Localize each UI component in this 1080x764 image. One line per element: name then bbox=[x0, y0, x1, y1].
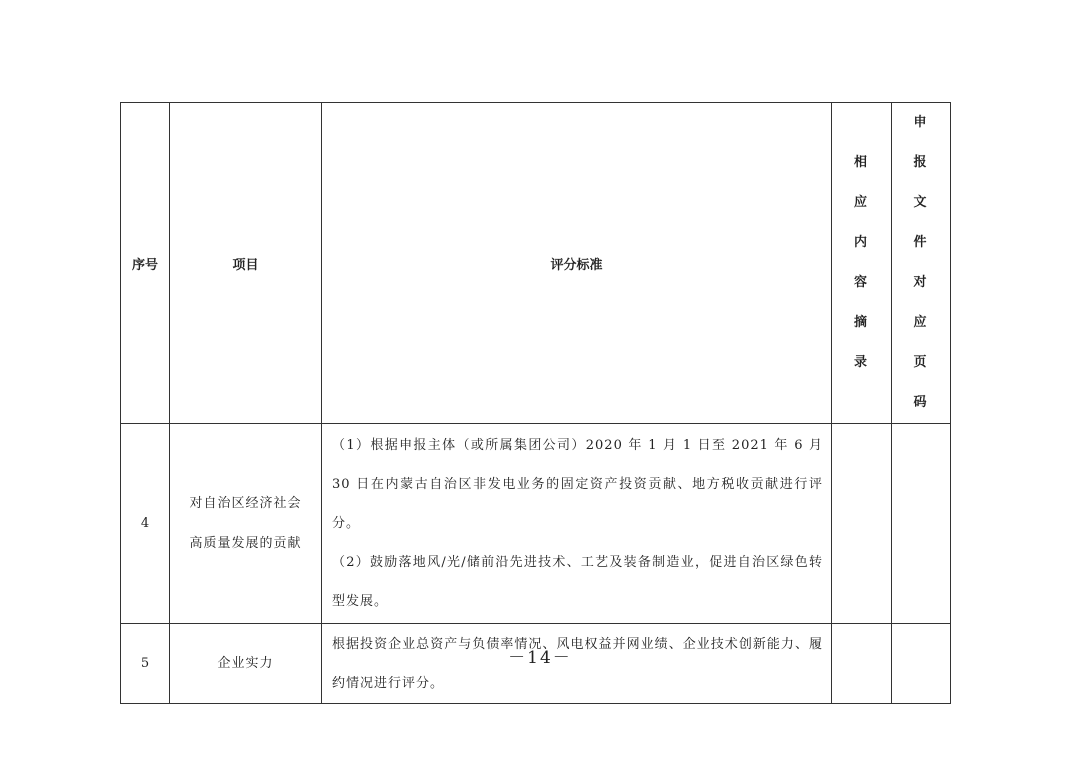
header-page: 申报文件对应页码 bbox=[913, 115, 929, 410]
header-criteria: 评分标准 bbox=[322, 103, 832, 424]
row-4-criteria-p1: （1）根据申报主体（或所属集团公司）2020 年 1 月 1 日至 2021 年 6 月 30 日在内蒙古自治区非发电业务的固定资产投资贡献、地方税收贡献进行评分。 bbox=[332, 438, 823, 531]
row-4-criteria-p2: （2）鼓励落地风/光/储前沿先进技术、工艺及装备制造业，促进自治区绿色转型发展。 bbox=[332, 555, 824, 609]
row-5-item-line1: 企业实力 bbox=[217, 655, 274, 671]
row-4-item-line2: 高质量发展的贡献 bbox=[189, 535, 302, 551]
table-row bbox=[121, 424, 951, 624]
row-5-criteria-p1: 根据投资企业总资产与负债率情况、风电权益并网业绩、企业技术创新能力、履约情况进行评分。 bbox=[332, 636, 823, 691]
row-4-page bbox=[892, 424, 951, 624]
header-no: 序号 bbox=[121, 103, 170, 424]
header-summary: 相应内容摘录 bbox=[853, 155, 869, 370]
row-4-no: 4 bbox=[121, 424, 170, 624]
header-summary-cell bbox=[832, 103, 892, 424]
row-4-item-line1: 对自治区经济社会 bbox=[189, 495, 302, 511]
header-item: 项目 bbox=[170, 103, 322, 424]
row-4-summary bbox=[832, 424, 892, 624]
scoring-table bbox=[120, 102, 951, 704]
row-4-criteria bbox=[322, 424, 832, 624]
table-header-row bbox=[121, 103, 951, 424]
header-page-cell bbox=[892, 103, 951, 424]
scoring-table-container bbox=[120, 102, 951, 704]
row-5-no: 5 bbox=[121, 624, 170, 704]
row-4-item bbox=[170, 424, 322, 624]
page-number: －14－ bbox=[508, 648, 572, 668]
